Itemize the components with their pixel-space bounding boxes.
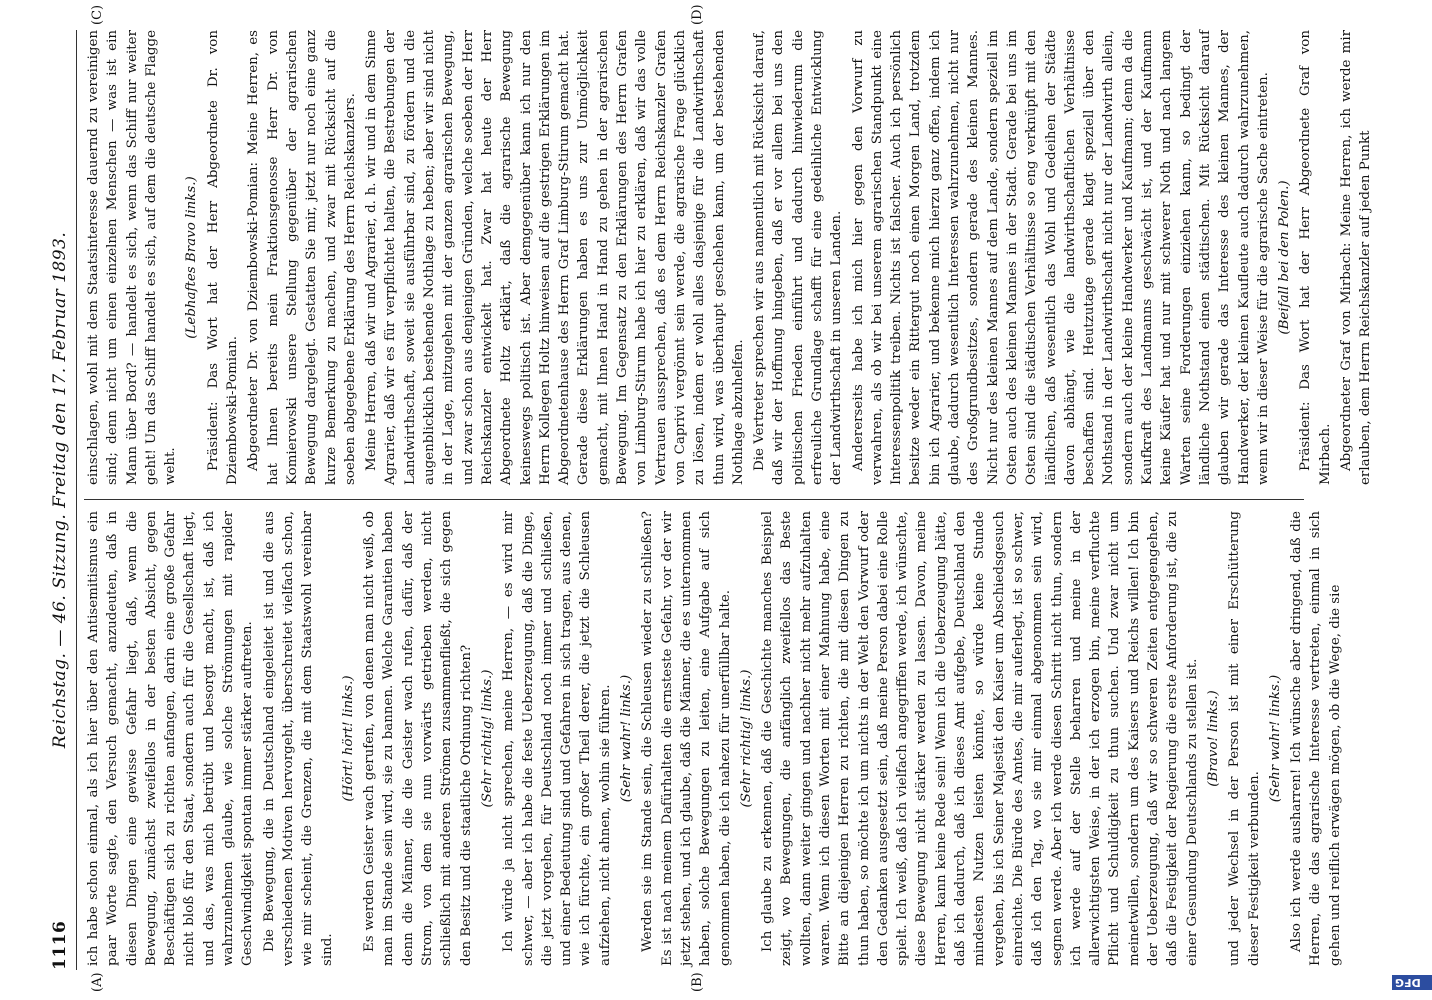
paragraph: Ich würde ja nicht sprechen, meine Herren, — es wird mir schwer, — aber ich habe die feste Ueberzeugung, daß die Dinge, die jetzt vorgehen, für Deutschland noch immer und schließen, und einer Bedeutung sind und Gefahren in sich tragen, aus denen, wie ich fürchte, ein großer Theil derer, die jetzt die Schleusen aufziehen, nicht ahnen, wohin sie führen. <box>501 511 613 966</box>
interjection: (Bravo! links.) <box>1205 690 1221 787</box>
right-column <box>84 30 1378 485</box>
paragraph: Die Bewegung, die in Deutschland eingeleitet ist und die aus verschiedenen Motiven hervorgeht, überschreitet vielfach schon, wie mir scheint, die Grenzen, die mit dem Staatswohl vereinbar sind. <box>261 511 335 966</box>
paragraph: einschlagen, wohl mit dem Staatsinteresse dauernd zu vereinigen sind; denn nicht um einen einzelnen Menschen — was ist ein Mann über Bord? — handelt es sich, wenn das Schiff nur weiter geht! Um das Schiff handelt es sich, auf dem die deutsche Flagge weht. <box>86 30 179 485</box>
interjection: (Sehr richtig! links.) <box>479 669 495 808</box>
paragraph: Also ich werde ausharren! Ich wünsche aber dringend, daß die Herren, die das agrarische Interesse vertreten, einmal in sich gehen und reiflich erwägen mögen, ob die Wege, die sie <box>1289 511 1343 966</box>
margin-marker-a: (A) <box>90 972 105 992</box>
left-column <box>84 511 1347 966</box>
page-number: 1116 <box>50 920 70 970</box>
interjection: (Sehr richtig! links.) <box>738 669 754 808</box>
president-statement: Präsident: Das Wort hat der Herr Abgeordnete Dr. von Dziembowski-Pomian. <box>205 30 241 485</box>
page-header <box>50 10 74 970</box>
paragraph: Abgeordneter Dr. von Dziembowski-Pomian: Meine Herren, es hat Ihnen bereits mein Fraktionsgenosse Herr Dr. von Komierowski unsere Stellung gegenüber der agrarischen Bewegung dargelegt. Gestatten Sie mir, jetzt nur noch eine ganz kurze Bemerkung zu machen, und zwar mit Rücksicht auf die soeben abgegebene Erklärung des Herrn Reichskanzlers. <box>246 30 358 485</box>
digitization-credit <box>1395 10 1424 990</box>
interjection: (Hört! hört! links.) <box>340 675 356 802</box>
header-rule <box>76 30 77 970</box>
interjection: (Beifall bei den Polen.) <box>1277 180 1293 335</box>
margin-marker-b: (B) <box>690 972 705 992</box>
paragraph: Die Vertreter sprechen wir aus namentlich mit Rücksicht darauf, daß wir der Hoffnung hingeben, daß er vor allem bei uns den politischen Frieden einführt und dadurch hinwiederum die erfreuliche Grundlage schafft für eine gedeihliche Entwicklung der Landwirthschaft in unseren Landen. <box>752 30 845 485</box>
interjection: (Lebhaftes Bravo links.) <box>184 176 200 339</box>
interjection: (Sehr wahr! links.) <box>1267 674 1283 803</box>
interjection: (Sehr wahr! links.) <box>619 674 635 803</box>
header-title: Reichstag. — 46. Sitzung. Freitag den 17. Februar 1893. <box>50 231 70 749</box>
margin-marker-c: (C) <box>90 4 105 25</box>
column-divider <box>84 499 1304 500</box>
paragraph: und jeder Wechsel in der Person ist mit einer Erschütterung dieser Festigkeit verbunden. <box>1227 511 1262 966</box>
paragraph: Werden sie im Stande sein, die Schleusen wieder zu schließen? Es ist nach meinem Dafürhalten die ernsteste Gefahr, vor der wir jetzt stehen, und ich glaube, daß die Männer, die es unternommen haben, solche Bewegungen zu leiten, eine Aufgabe auf sich genommen haben, die ich nahezu für unerfüllbar halte. <box>640 511 733 966</box>
paragraph: Abgeordneter Graf von Mirbach: Meine Herren, ich werde mir erlauben, dem Herrn Reichskanzler auf jeden Punkt <box>1339 30 1374 485</box>
paragraph: Andererseits habe ich mich hier gegen den Vorwurf zu verwahren, als ob wir bei unserem agrarischen Standpunkt eine Interessenpolitik treiben. Nichts ist falscher. Auch ich persönlich besitze weder ein Rittergut noch einen Morgen Land, trotzdem bin ich Agrarier, und bekenne mich hierzu ganz offen, indem ich glaube, dadurch wesentlich Interessen wahrzunehmen, nicht nur des Großgrundbesitzes, sondern gerade des kleinen Mannes. Nicht nur des kleinen Mannes auf dem Lande, sondern speziell im Osten auch des kleinen Mannes in der Stadt. Gerade bei uns im Osten sind die städtischen Verhältnisse so eng verknüpft mit den ländlichen, daß wesentlich das Wohl und Gedeihen der Städte davon abhängt, wie die landwirthschaftlichen Verhältnisse beschaffen sind. Heutzutage gerade klagt speziell über den Nothstand in der Landwirthschaft nicht nur der Landwirth allein, sondern auch der kleine Handwerker und Kaufmann; denn da die Kaufkraft des Landmanns geschwächt ist, und der Kaufmann keine Käufer hat und nur mit schwerer Noth und nach langem Warten seine Forderungen einziehen kann, so bedingt der ländliche Nothstand einen städtischen. Mit Rücksicht darauf glauben wir gerade das Interesse des kleinen Mannes, der Handwerker, der kleinen Kaufleute auch dadurch wahrzunehmen, wenn wir in dieser Weise für die agrarische Sache eintreten. <box>850 30 1271 485</box>
paragraph: ich habe schon einmal, als ich hier über den Antisemitismus ein paar Worte sagte, den Versuch gemacht, anzudeuten, daß in diesen Dingen eine gewisse Gefahr liegt, daß, wenn die Bewegung, zunächst zweifellos in der besten Absicht, gegen Beschäftigen sich zu richten anfangen, darin eine große Gefahr nicht bloß für den Staat, sondern auch für die Gesellschaft liegt, und das, was mich betrübt und besorgt macht, ist, daß ich wahrzunehmen glaube, wie solche Strömungen mit rapider Geschwindigkeit spontan immer stärker auftreten. <box>86 511 256 966</box>
paragraph: Es werden Geister wach gerufen, von denen man nicht weiß, ob man im Stande sein wird, sie zu bannen. Welche Garantien haben denn die Männer, die die Geister wach rufen, dafür, daß der Strom, von dem sie nun vorwärts getrieben werden, nicht schließlich mit anderen Strömen zusammenfließt, die sich gegen den Besitz und die staatliche Ordnung richten? <box>362 511 474 966</box>
paragraph: Meine Herren, daß wir und Agrarier, d. h. wir und in dem Sinne Agrarier, daß wir es für verpflichtet halten, die Bestrebungen der Landwirthschaft, soweit sie ausführbar sind, zu fördern und die augenblicklich bestehende Nothlage zu heben; aber wir sind nicht in der Lage, mitzugehen mit der ganzen agrarischen Bewegung, und zwar schon aus denjenigen Gründen, welche soeben der Herr Reichskanzler entwickelt hat. Zwar hat heute der Herr Abgeordnete Holtz erklärt, daß die agrarische Bewegung keineswegs politisch ist. Aber demgegenüber kann ich nur den Herrn Kollegen Holtz hinweisen auf die gestrigen Erklärungen im Abgeordnetenhause des Herrn Graf Limburg-Stirum gemacht hat. Gerade diese Erklärungen haben es uns zur Unmöglichkeit gemacht, mit Ihnen Hand in Hand zu gehen in der agrarischen Bewegung. Im Gegensatz zu den Erklärungen des Herrn Grafen von Limburg-Stirum habe ich hier zu erklären, daß wir das volle Vertrauen aussprechen, daß es dem Herrn Reichskanzler Grafen von Caprivi vergönnt sein werde, die agrarische Frage glücklich zu lösen, indem er wohl alles dasjenige für die Landwirthschaft thun wird, was überhaupt geschehen kann, um der bestehenden Nothlage abzuhelfen. <box>364 30 746 485</box>
president-statement: Präsident: Das Wort hat der Herr Abgeordnete Graf von Mirbach. <box>1298 30 1333 485</box>
margin-marker-d: (D) <box>690 4 705 25</box>
paragraph: Ich glaube zu erkennen, daß die Geschichte manches Beispiel zeigt, wo Bewegungen, die anfänglich zweifellos das Beste wollten, dann weiter gingen und nachher nicht mehr aufzuhalten waren. Wenn ich diesen Worten mit einer Mahnung habe, eine Bitte an diejenigen Herren zu richten, die mit diesen Dingen zu thun haben, so möchte ich um nichts in der Welt den Vorwurf oder den Gedanken ausgesetzt sein, daß meine Person dabei eine Rolle spielt. Ich weiß, daß ich vielfach angegriffen werde, ich wünschte, diese Bewegung nicht stärker werden zu lassen. Davon, meine Herren, kann keine Rede sein! Wenn ich die Ueberzeugung hätte, daß ich dadurch, daß ich dieses Amt aufgebe, Deutschland den mindesten Nutzen leisten könnte, so würde keine Stunde vergehen, bis ich Seiner Majestät den Kaiser um Abschiedsgesuch einreichte. Die Bürde des Amtes, die mir auferlegt, ist so schwer, daß ich den Tag, wo sie mir einmal abgenommen sein wird, segnen werde. Aber ich werde diesen Schritt nicht thun, sondern ich werde auf der Stelle beharren und meine in der allerwichtigsten Weise, in der ich erzogen bin, meine verfluchte Pflicht und Schuldigkeit zu thun suchen. Und zwar nicht um meinetwillen, sondern um des Kaisers und Reichs willen! Ich bin der Ueberzeugung, daß wir so schweren Zeiten entgegengehen, daß die Festigkeit der Regierung die erste Anforderung ist, die zu einer Gesundung Deutschlands zu stellen ist. <box>760 511 1200 966</box>
dfg-logo: DFG <box>1392 975 1432 990</box>
